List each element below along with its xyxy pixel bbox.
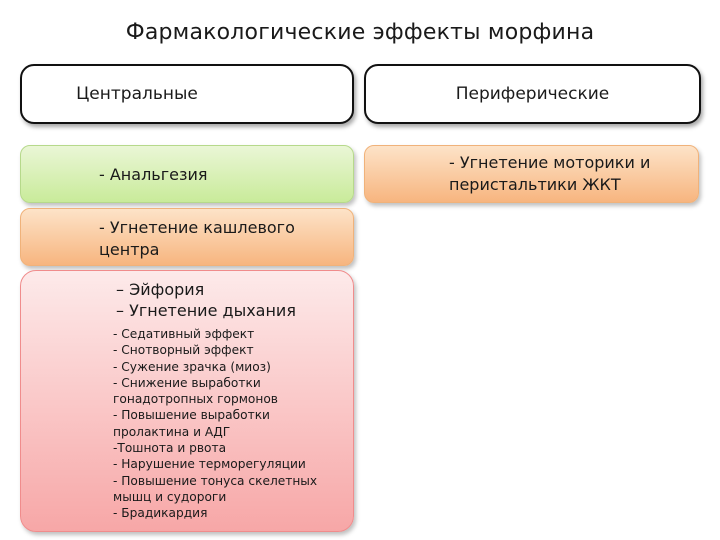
peripheral-header-box: [364, 64, 701, 124]
peripheral-header-label: Периферические: [455, 84, 610, 104]
cough-suppression-box: [20, 208, 354, 266]
list-item: пролактина и АДГ: [113, 424, 231, 439]
list-item: - Сужение зрачка (миоз): [113, 359, 271, 374]
respiratory-depression-label: – Угнетение дыхания: [116, 301, 296, 320]
list-item: - Повышение выработки: [113, 408, 270, 423]
euphoria-label: – Эйфория: [116, 280, 205, 299]
main-effects: [116, 279, 296, 321]
page-title: Фармакологические эффекты морфина: [125, 20, 595, 45]
other-central-effects-box: [20, 270, 354, 532]
list-item: - Снижение выработки: [113, 375, 261, 390]
analgesia-label: - Анальгезия: [99, 164, 208, 184]
cough-line-1: - Угнетение кашлевого: [99, 218, 295, 237]
effects-list: [113, 326, 353, 522]
central-header-label: Центральные: [76, 84, 198, 104]
cough-line-2: центра: [99, 240, 160, 259]
list-item: - Повышение тонуса скелетных: [113, 473, 318, 488]
list-item: - Седативный эффект: [113, 327, 255, 341]
list-item: - Брадикардия: [113, 506, 208, 521]
gi-line-2: перистальтики ЖКТ: [449, 175, 621, 194]
list-item: -Тошнота и рвота: [113, 441, 227, 456]
gi-line-1: - Угнетение моторики и: [449, 153, 651, 172]
central-header-box: [20, 64, 354, 124]
list-item: - Нарушение терморегуляции: [113, 457, 306, 472]
gi-motility-box: [364, 145, 699, 203]
list-item: - Снотворный эффект: [113, 343, 254, 358]
gi-motility-label: [449, 152, 689, 196]
list-item: мышц и судороги: [113, 489, 227, 504]
list-item: гонадотропных гормонов: [113, 392, 278, 407]
cough-suppression-label: [99, 217, 295, 261]
analgesia-box: [20, 145, 354, 203]
